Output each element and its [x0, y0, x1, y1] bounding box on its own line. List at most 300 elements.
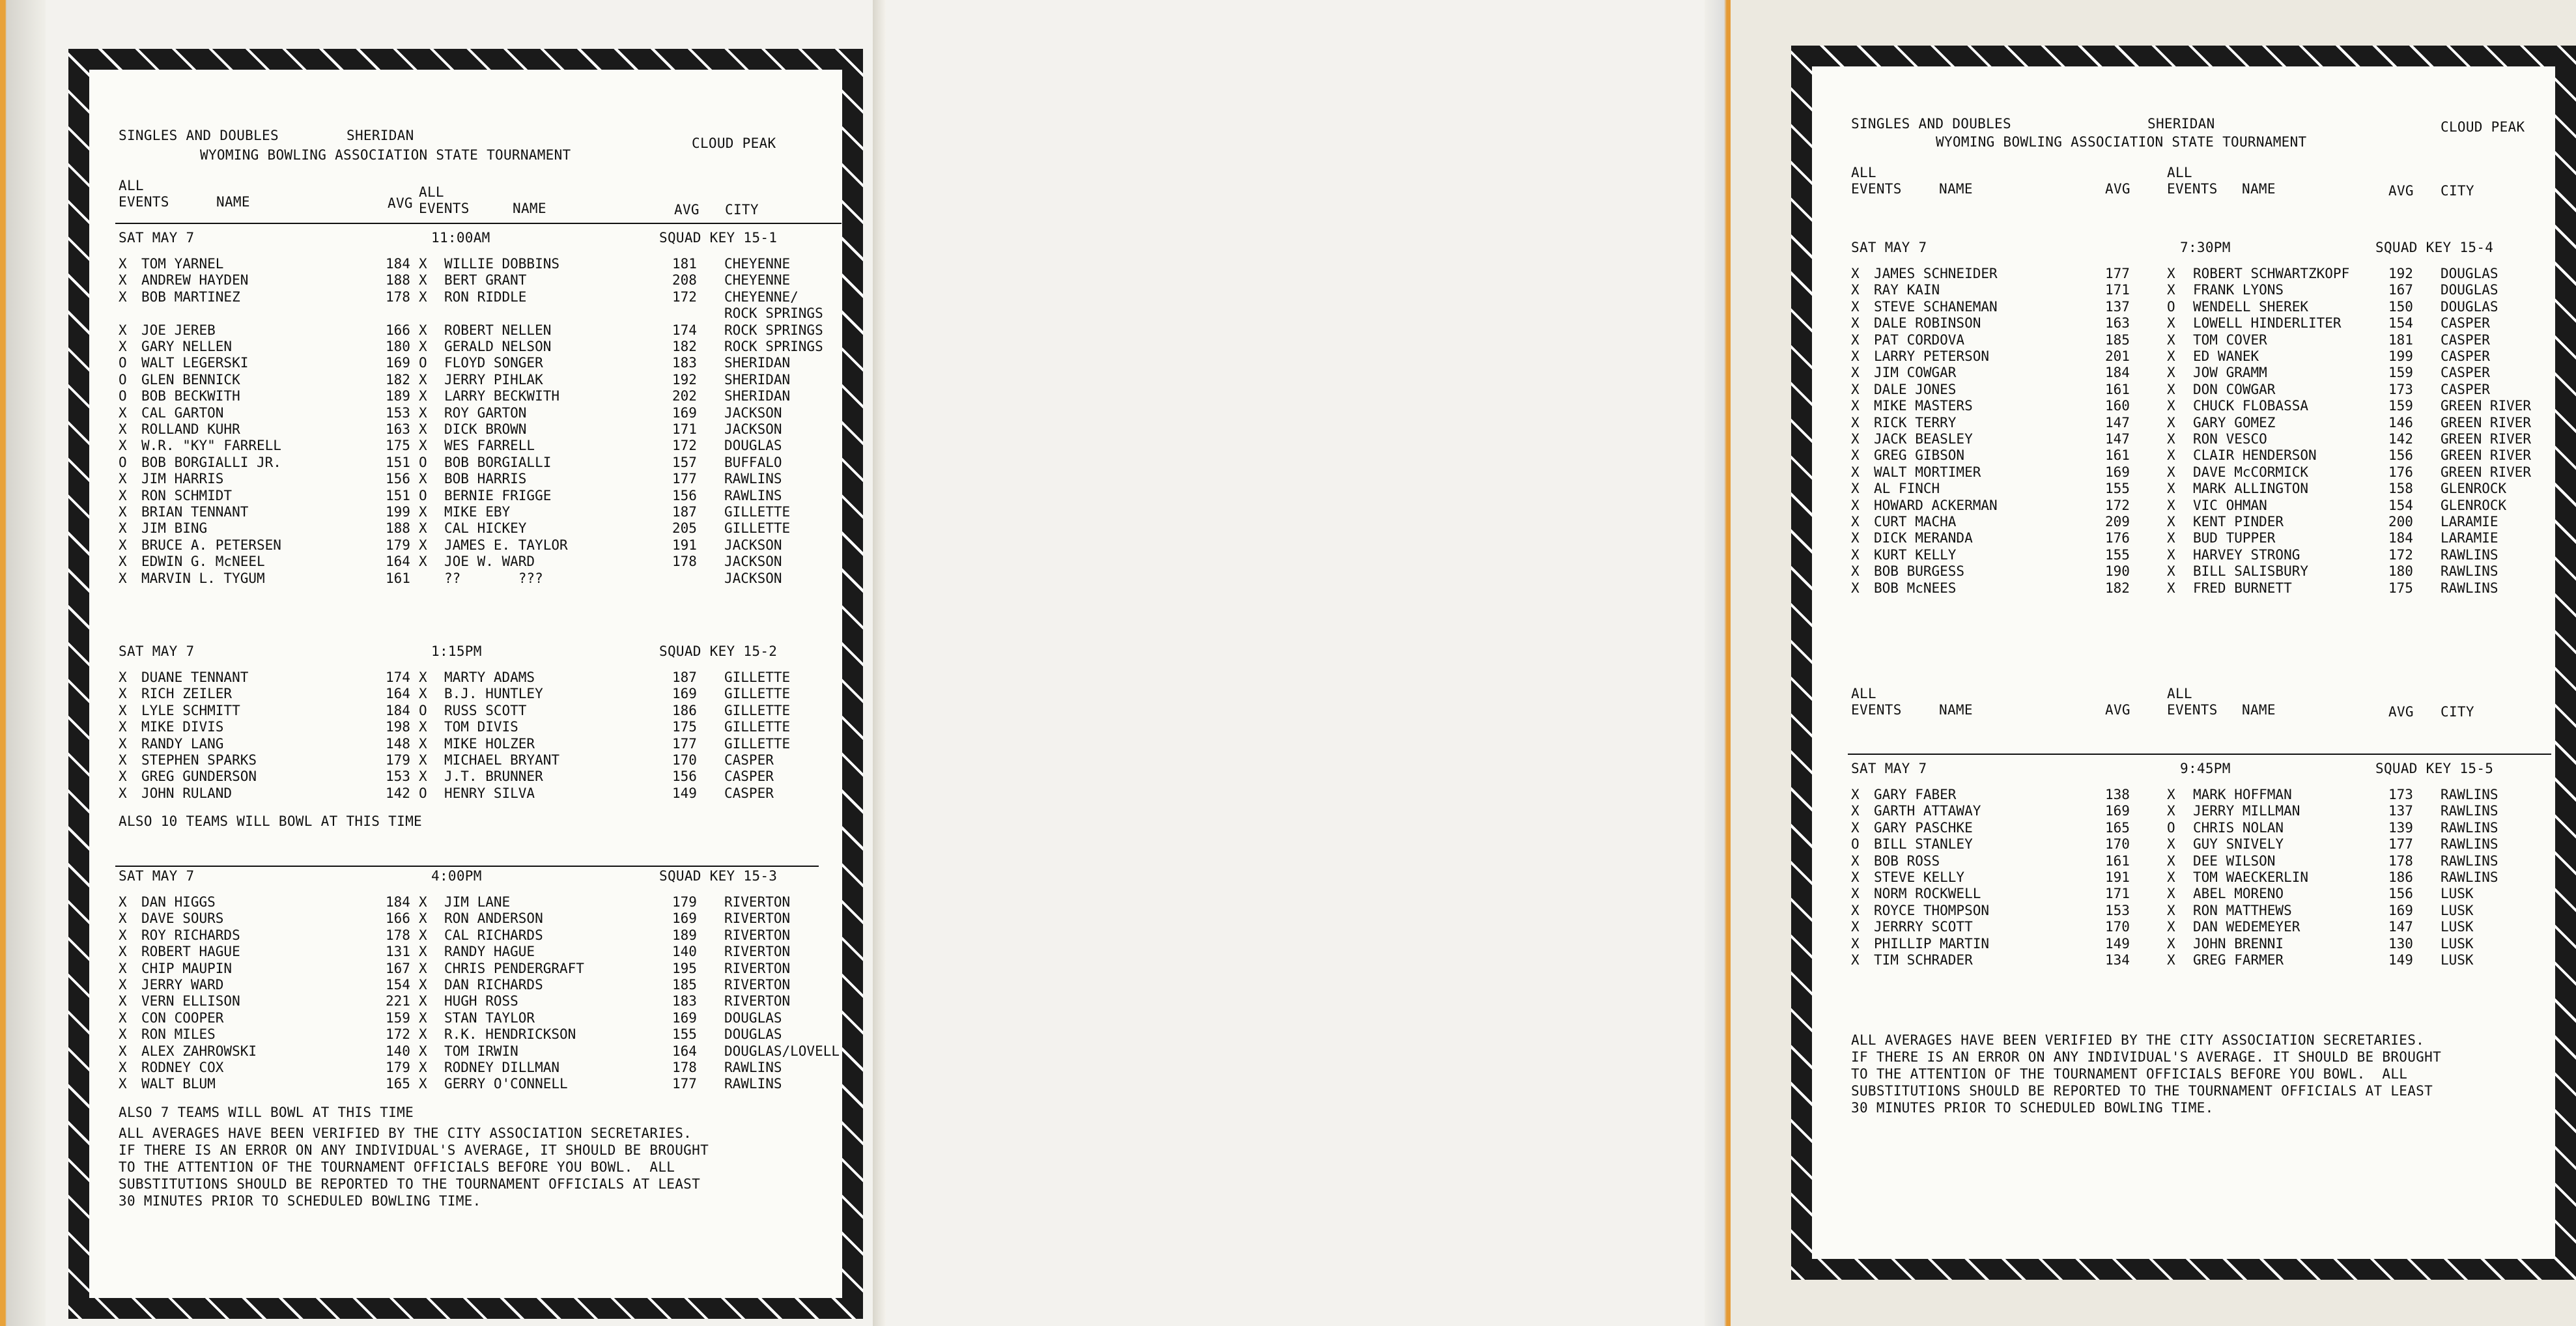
bowler-name: EDWIN G. McNEEL — [141, 554, 265, 570]
partner-event-mark: X — [2167, 919, 2175, 935]
table-row — [89, 553, 838, 570]
partner-name: CLAIR HENDERSON — [2193, 447, 2317, 464]
table-row — [89, 894, 838, 910]
bowler-city: CASPER — [2441, 365, 2490, 381]
table-row — [1812, 332, 2561, 348]
table-row — [1812, 853, 2561, 869]
table-row — [89, 735, 838, 752]
partner-event-mark: X — [2167, 381, 2175, 397]
bowler-avg: 185 — [2105, 332, 2130, 348]
partner-name: BERNIE FRIGGE — [444, 487, 552, 503]
event-mark: X — [119, 471, 127, 487]
bowler-avg: 164 — [386, 554, 410, 570]
bowler-city: RIVERTON — [724, 977, 791, 993]
event-mark: X — [119, 554, 127, 570]
squad-time: 4:00PM — [431, 868, 482, 884]
partner-event-mark: O — [419, 785, 427, 801]
bowler-city: RIVERTON — [724, 927, 791, 943]
partner-name: WENDELL SHEREK — [2193, 298, 2309, 315]
partner-avg: 146 — [2388, 414, 2413, 430]
bowler-avg: 198 — [386, 719, 410, 735]
event-mark: X — [1851, 530, 1860, 546]
partner-avg: 172 — [2388, 546, 2413, 563]
bowler-name: STEVE KELLY — [1874, 869, 1965, 885]
partner-name: J.T. BRUNNER — [444, 769, 543, 785]
event-mark: X — [119, 910, 127, 927]
bowler-name: CAL GARTON — [141, 404, 224, 421]
partner-avg: 182 — [672, 339, 697, 354]
bowler-name: JAMES SCHNEIDER — [1874, 266, 1998, 281]
bowler-city: GILLETTE — [724, 702, 791, 718]
partner-name: ED WANEK — [2193, 348, 2259, 364]
partner-event-mark: X — [419, 404, 427, 421]
event-mark: X — [1851, 886, 1860, 902]
bowler-avg: 184 — [2105, 365, 2130, 381]
partner-avg: 181 — [2388, 332, 2413, 348]
partner-event-mark: X — [419, 686, 427, 702]
partner-avg: 150 — [2388, 298, 2413, 315]
bowler-avg: 178 — [386, 289, 410, 305]
col-header-all: ALL — [2167, 686, 2192, 701]
table-row — [89, 437, 838, 454]
bowler-name: VERN ELLISON — [141, 993, 240, 1009]
bowler-name: WALT LEGERSKI — [141, 355, 249, 371]
bowler-name: BRIAN TENNANT — [141, 504, 249, 520]
table-row — [89, 520, 838, 537]
bowler-name: DUANE TENNANT — [141, 670, 249, 685]
table-row — [89, 1026, 838, 1043]
partner-avg: 140 — [672, 944, 697, 960]
partner-avg: 170 — [672, 752, 697, 768]
partner-avg: 172 — [672, 289, 697, 305]
partner-name: ?? ??? — [444, 570, 543, 586]
col-header-name: NAME — [2242, 181, 2276, 197]
partner-name: MARK ALLINGTON — [2193, 481, 2309, 497]
partner-event-mark: X — [419, 388, 427, 404]
table-row — [89, 1009, 838, 1026]
partner-event-mark: X — [419, 927, 427, 943]
bowler-name: BOB BORGIALLI JR. — [141, 454, 281, 470]
bowler-avg: 155 — [2105, 546, 2130, 563]
event-mark: O — [119, 454, 127, 470]
partner-avg: 169 — [672, 686, 697, 702]
bowler-city: RAWLINS — [2441, 836, 2498, 853]
bowler-name: STEPHEN SPARKS — [141, 752, 257, 768]
bowler-avg: 190 — [2105, 563, 2130, 580]
partner-avg: 179 — [672, 894, 697, 910]
bowler-name: WALT BLUM — [141, 1076, 216, 1092]
partner-avg: 208 — [672, 272, 697, 289]
partner-name: CAL RICHARDS — [444, 927, 543, 943]
event-mark: X — [1851, 919, 1860, 935]
partner-name: KENT PINDER — [2193, 514, 2284, 529]
table-row — [89, 943, 838, 960]
col-header-all: ALL — [119, 178, 144, 193]
bowler-avg: 147 — [2105, 414, 2130, 430]
bowler-name: RON SCHMIDT — [141, 487, 233, 503]
table-row — [89, 570, 838, 587]
bowler-city: GILLETTE — [724, 520, 791, 537]
bowler-city: DOUGLAS — [2441, 282, 2498, 298]
bowler-city: CHEYENNE — [724, 256, 791, 272]
bowler-avg: 182 — [386, 371, 410, 388]
bowler-name: PAT CORDOVA — [1874, 332, 1965, 348]
partner-avg: 175 — [2388, 580, 2413, 596]
bowler-name: DALE ROBINSON — [1874, 315, 1981, 332]
event-mark: O — [119, 355, 127, 371]
table-row — [89, 537, 838, 554]
partner-event-mark: X — [2167, 481, 2175, 497]
event-mark: X — [1851, 414, 1860, 430]
partner-avg: 175 — [672, 719, 697, 735]
partner-name: MARK HOFFMAN — [2193, 787, 2292, 802]
partner-avg: 200 — [2388, 514, 2413, 529]
bowler-name: TOM YARNEL — [141, 256, 224, 272]
bowler-city: CASPER — [2441, 348, 2490, 364]
table-row — [89, 976, 838, 993]
partner-avg: 195 — [672, 960, 697, 976]
squad-key: SQUAD KEY 15-5 — [2375, 761, 2494, 776]
bowler-avg: 166 — [386, 910, 410, 927]
bowler-name: LYLE SCHMITT — [141, 702, 240, 718]
event-mark: X — [119, 785, 127, 801]
partner-event-mark: X — [419, 735, 427, 752]
bowler-city: RAWLINS — [724, 471, 782, 487]
partner-avg: 159 — [2388, 365, 2413, 381]
bowler-name: ROBERT HAGUE — [141, 944, 240, 960]
table-row — [1812, 265, 2561, 282]
bowler-name: PHILLIP MARTIN — [1874, 935, 1990, 952]
col-header-all: ALL — [1851, 686, 1876, 701]
bowler-name: CHIP MAUPIN — [141, 960, 233, 976]
partner-event-mark: X — [419, 1026, 427, 1043]
event-mark: X — [119, 520, 127, 537]
partner-event-mark: O — [2167, 298, 2175, 315]
bowler-city: RAWLINS — [2441, 819, 2498, 836]
bowler-avg: 147 — [2105, 431, 2130, 447]
event-mark: X — [1851, 365, 1860, 381]
bowler-avg: 172 — [386, 1026, 410, 1043]
partner-avg: 155 — [672, 1026, 697, 1043]
event-mark: X — [1851, 315, 1860, 332]
event-mark: X — [119, 1060, 127, 1075]
bowler-name: RICK TERRY — [1874, 414, 1957, 430]
association-title: WYOMING BOWLING ASSOCIATION STATE TOURNAMENT — [1936, 134, 2307, 150]
partner-name: JOE W. WARD — [444, 554, 535, 570]
squad-time: 7:30PM — [2180, 240, 2231, 255]
bowler-avg: 164 — [386, 686, 410, 702]
bowler-avg: 138 — [2105, 787, 2130, 802]
event-mark: X — [119, 993, 127, 1009]
partner-name: TOM DIVIS — [444, 719, 518, 735]
partner-name: R.K. HENDRICKSON — [444, 1026, 576, 1043]
bowler-name: RAY KAIN — [1874, 282, 1940, 298]
event-mark: X — [1851, 348, 1860, 364]
partner-avg: 185 — [672, 977, 697, 993]
bowler-city: LUSK — [2441, 935, 2474, 952]
bowler-city: JACKSON — [724, 421, 782, 437]
partner-event-mark: X — [419, 960, 427, 976]
bowler-avg: 175 — [386, 438, 410, 454]
bowler-name: JIM HARRIS — [141, 471, 224, 487]
bowler-city: SHERIDAN — [724, 371, 791, 388]
table-row — [1812, 513, 2561, 530]
bowler-avg: 184 — [386, 894, 410, 910]
event-mark: X — [1851, 935, 1860, 952]
bowler-avg: 165 — [386, 1076, 410, 1092]
bowler-name: TIM SCHRADER — [1874, 952, 1973, 968]
event-mark: X — [119, 719, 127, 735]
bowler-name: W.R. "KY" FARRELL — [141, 438, 281, 454]
bowler-city: RIVERTON — [724, 960, 791, 976]
event-mark: X — [119, 272, 127, 289]
bowler-name: GREG GIBSON — [1874, 447, 1965, 464]
bowler-avg: 174 — [386, 670, 410, 685]
partner-avg: 156 — [2388, 886, 2413, 902]
bowler-avg: 153 — [386, 769, 410, 785]
table-row — [89, 685, 838, 702]
event-title: SINGLES AND DOUBLES — [119, 128, 279, 143]
table-row — [89, 702, 838, 719]
bowler-city: LARAMIE — [2441, 530, 2498, 546]
event-mark: X — [1851, 869, 1860, 885]
squad-time: 11:00AM — [431, 230, 490, 246]
bowler-name: RANDY LANG — [141, 735, 224, 752]
col-header-events: EVENTS — [419, 201, 470, 216]
table-row — [1812, 885, 2561, 902]
right-page-content — [1812, 66, 2555, 1259]
partner-event-mark: X — [419, 769, 427, 785]
bowler-city: CASPER — [724, 769, 774, 785]
partner-avg: 169 — [672, 910, 697, 927]
bowler-name: JIM BING — [141, 520, 208, 537]
event-mark: X — [1851, 853, 1860, 869]
table-row — [89, 322, 838, 339]
partner-name: MIKE EBY — [444, 504, 511, 520]
bowler-avg: 140 — [386, 1043, 410, 1059]
partner-event-mark: X — [2167, 514, 2175, 529]
bowler-name: JOHN RULAND — [141, 785, 233, 801]
bowler-avg: 188 — [386, 272, 410, 289]
event-mark: X — [1851, 464, 1860, 480]
bowler-city: GILLETTE — [724, 670, 791, 685]
table-row — [1812, 836, 2561, 853]
squad-key: SQUAD KEY 15-1 — [659, 230, 778, 246]
bowler-name: CON COOPER — [141, 1009, 224, 1026]
partner-event-mark: X — [419, 438, 427, 454]
partner-event-mark: X — [419, 977, 427, 993]
event-mark: X — [119, 1026, 127, 1043]
partner-avg: 205 — [672, 520, 697, 537]
bowler-city: GILLETTE — [724, 686, 791, 702]
partner-name: JOW GRAMM — [2193, 365, 2267, 381]
association-title: WYOMING BOWLING ASSOCIATION STATE TOURNAMENT — [200, 147, 571, 163]
bowler-city: CHEYENNE — [724, 272, 791, 289]
bowler-city: RAWLINS — [2441, 787, 2498, 802]
bowler-name: ROY RICHARDS — [141, 927, 240, 943]
partner-name: ABEL MORENO — [2193, 886, 2284, 902]
bowler-avg: 154 — [386, 977, 410, 993]
bowler-name: JIM COWGAR — [1874, 365, 1957, 381]
bowler-avg: 155 — [2105, 481, 2130, 497]
partner-avg: 158 — [2388, 481, 2413, 497]
bowler-city: GLENROCK — [2441, 497, 2507, 513]
col-header-avg: AVG — [2388, 704, 2414, 720]
event-mark: X — [119, 944, 127, 960]
partner-avg: 176 — [2388, 464, 2413, 480]
event-mark: X — [1851, 902, 1860, 918]
table-row — [89, 1043, 838, 1060]
partner-avg: 169 — [672, 1009, 697, 1026]
partner-name: DAN RICHARDS — [444, 977, 543, 993]
table-row — [1812, 786, 2561, 803]
bowler-name: STEVE SCHANEMAN — [1874, 298, 1998, 315]
partner-name: BOB BORGIALLI — [444, 454, 552, 470]
bowler-city: CASPER — [724, 785, 774, 801]
partner-event-mark: X — [419, 371, 427, 388]
partner-avg: 173 — [2388, 787, 2413, 802]
table-row — [1812, 529, 2561, 546]
table-row — [1812, 802, 2561, 819]
bowler-city: GREEN RIVER — [2441, 431, 2532, 447]
bowler-city: SHERIDAN — [724, 388, 791, 404]
table-row — [89, 910, 838, 927]
left-page — [0, 0, 886, 1326]
col-header-events: EVENTS — [119, 194, 169, 210]
partner-name: GERRY O'CONNELL — [444, 1076, 568, 1092]
bowler-avg: 131 — [386, 944, 410, 960]
partner-avg: 202 — [672, 388, 697, 404]
bowler-name: BOB BECKWITH — [141, 388, 240, 404]
bowler-city: DOUGLAS — [2441, 266, 2498, 281]
bowler-name: GARY PASCHKE — [1874, 819, 1973, 836]
partner-avg: 156 — [672, 487, 697, 503]
partner-avg: 174 — [672, 322, 697, 338]
partner-name: RON ANDERSON — [444, 910, 543, 927]
partner-name: JOHN BRENNI — [2193, 935, 2284, 952]
partner-avg: 169 — [672, 404, 697, 421]
squad-date: SAT MAY 7 — [119, 868, 195, 884]
bowler-avg: 165 — [2105, 819, 2130, 836]
squad-rule — [1848, 754, 2551, 755]
bowler-name: ROYCE THOMPSON — [1874, 902, 1990, 918]
bowler-city: GILLETTE — [724, 735, 791, 752]
bowler-name: JERRY WARD — [141, 977, 224, 993]
partner-event-mark: X — [419, 910, 427, 927]
partner-event-mark: X — [2167, 580, 2175, 596]
table-row — [1812, 364, 2561, 381]
bowler-city: RAWLINS — [724, 1060, 782, 1075]
partner-avg: 177 — [672, 735, 697, 752]
event-mark: X — [119, 960, 127, 976]
event-venue: CLOUD PEAK — [692, 135, 776, 151]
bowler-city: RAWLINS — [724, 487, 782, 503]
bowler-avg: 161 — [386, 570, 410, 586]
partner-name: RODNEY DILLMAN — [444, 1060, 560, 1075]
partner-name: TOM COVER — [2193, 332, 2267, 348]
bowler-avg: 148 — [386, 735, 410, 752]
bowler-avg: 177 — [2105, 266, 2130, 281]
table-row — [89, 785, 838, 802]
partner-event-mark: X — [2167, 282, 2175, 298]
col-header-city: CITY — [725, 202, 759, 218]
event-mark: X — [1851, 580, 1860, 596]
squad-time: 1:15PM — [431, 643, 482, 659]
partner-avg: 183 — [672, 993, 697, 1009]
event-mark: X — [1851, 282, 1860, 298]
bowler-avg: 137 — [2105, 298, 2130, 315]
event-mark: X — [119, 289, 127, 305]
event-mark: X — [119, 702, 127, 718]
bowler-name: CURT MACHA — [1874, 514, 1957, 529]
bowler-avg: 209 — [2105, 514, 2130, 529]
event-mark: X — [1851, 447, 1860, 464]
bowler-name: GARY NELLEN — [141, 339, 233, 354]
event-mark: X — [119, 752, 127, 768]
bowler-avg: 153 — [386, 404, 410, 421]
bowler-name: LARRY PETERSON — [1874, 348, 1990, 364]
partner-name: CAL HICKEY — [444, 520, 527, 537]
bowler-city: RAWLINS — [2441, 546, 2498, 563]
partner-avg: 157 — [672, 454, 697, 470]
bowler-name: RON MILES — [141, 1026, 216, 1043]
bowler-name: RICH ZEILER — [141, 686, 233, 702]
squad-note: ALSO 10 TEAMS WILL BOWL AT THIS TIME — [119, 813, 422, 830]
squad-key: SQUAD KEY 15-3 — [659, 868, 778, 884]
partner-event-mark: X — [2167, 497, 2175, 513]
bowler-name: JERRRY SCOTT — [1874, 919, 1973, 935]
bowler-name: BILL STANLEY — [1874, 836, 1973, 853]
partner-event-mark: O — [2167, 819, 2175, 836]
partner-event-mark: X — [2167, 530, 2175, 546]
bowler-city: JACKSON — [724, 554, 782, 570]
bowler-avg: 191 — [2105, 869, 2130, 885]
right-page — [886, 0, 2532, 1326]
bowler-city: JACKSON — [724, 404, 782, 421]
partner-event-mark: X — [419, 339, 427, 354]
bowler-avg: 201 — [2105, 348, 2130, 364]
partner-event-mark: X — [419, 504, 427, 520]
page-edge — [1705, 0, 1731, 1326]
bowler-avg: 161 — [2105, 447, 2130, 464]
table-row — [1812, 819, 2561, 836]
bowler-name: BRUCE A. PETERSEN — [141, 537, 281, 553]
col-header-name: NAME — [1939, 702, 1973, 718]
partner-event-mark: X — [2167, 952, 2175, 968]
col-header-events: EVENTS — [1851, 702, 1902, 718]
bowler-city: LUSK — [2441, 886, 2474, 902]
table-row — [89, 768, 838, 785]
partner-name: WILLIE DOBBINS — [444, 256, 560, 272]
event-mark: O — [1851, 836, 1860, 853]
col-header-avg: AVG — [2105, 702, 2130, 718]
table-row — [89, 993, 838, 1009]
event-mark: X — [119, 570, 127, 586]
table-row — [89, 960, 838, 977]
partner-avg: 178 — [672, 554, 697, 570]
event-mark: X — [119, 487, 127, 503]
partner-avg: 156 — [2388, 447, 2413, 464]
table-row — [89, 669, 838, 686]
partner-event-mark: X — [2167, 935, 2175, 952]
partner-avg: 191 — [672, 537, 697, 553]
partner-avg: 169 — [2388, 902, 2413, 918]
bowler-avg: 170 — [2105, 836, 2130, 853]
bowler-name: DAN HIGGS — [141, 894, 216, 910]
partner-name: RUSS SCOTT — [444, 702, 527, 718]
table-row — [89, 289, 838, 305]
col-header-name: NAME — [1939, 181, 1973, 197]
